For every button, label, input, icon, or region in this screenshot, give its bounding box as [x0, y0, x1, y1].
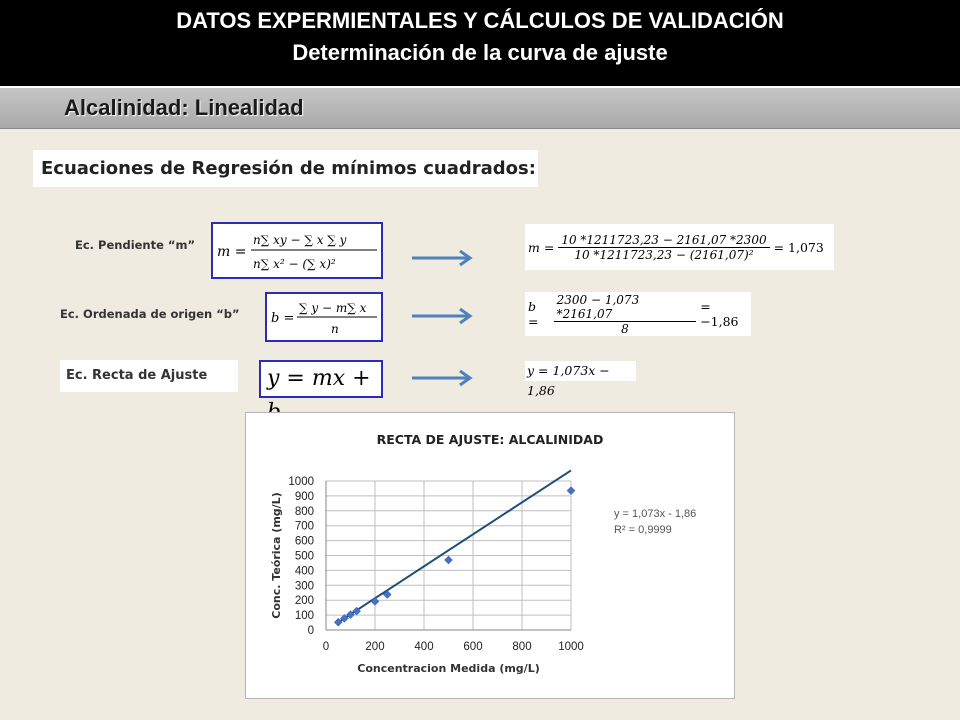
svg-text:n: n — [331, 322, 339, 336]
svg-text:n∑ x² − (∑ x)²: n∑ x² − (∑ x)² — [253, 257, 336, 271]
slope-formula-drawing — [213, 224, 381, 277]
chart-svg — [246, 413, 734, 698]
line-label-box — [60, 360, 238, 392]
slope-result-denominator: 10 *1211723,23 − (2161,07)² — [574, 247, 754, 262]
chart-title: RECTA DE AJUSTE: ALCALINIDAD — [376, 432, 604, 447]
y-tick-label: 600 — [294, 535, 314, 548]
intercept-formula — [265, 292, 383, 342]
slope-arrow-icon — [410, 248, 478, 268]
y-tick-label: 400 — [294, 565, 314, 578]
slope-result-numerator: 10 *1211723,23 − 2161,07 *2300 — [558, 233, 769, 248]
y-tick-label: 200 — [294, 595, 314, 608]
chart-area — [245, 412, 735, 699]
page-subtitle: Determinación de la curva de ajuste — [292, 40, 668, 65]
data-point — [567, 487, 575, 495]
regression-label: Ecuaciones de Regresión de mínimos cuadrados: — [33, 150, 538, 187]
trend-equation: y = 1,073x - 1,86 — [614, 508, 697, 520]
y-tick-label: 700 — [294, 520, 314, 533]
intercept-result-denominator: 8 — [621, 321, 629, 336]
x-tick-label: 600 — [463, 641, 483, 653]
slope-formula — [211, 222, 383, 279]
y-tick-label: 500 — [294, 550, 314, 563]
y-tick-label: 100 — [294, 610, 314, 623]
page-title: DATOS EXPERMIENTALES Y CÁLCULOS DE VALIDACIÓN — [176, 8, 784, 33]
header-bar — [0, 0, 960, 88]
intercept-result-value: = −1,86 — [700, 299, 739, 329]
svg-text:b =: b = — [271, 311, 295, 326]
line-label: Ec. Recta de Ajuste — [66, 368, 208, 383]
line-arrow-icon — [410, 368, 478, 388]
x-tick-label: 400 — [414, 641, 434, 653]
x-tick-label: 800 — [512, 641, 532, 653]
x-tick-label: 0 — [322, 641, 330, 653]
svg-text:n∑ xy − ∑ x ∑ y: n∑ xy − ∑ x ∑ y — [253, 233, 347, 247]
x-tick-label: 1000 — [558, 641, 584, 653]
section-title: Alcalinidad: Linealidad — [64, 95, 304, 120]
y-tick-label: 300 — [294, 580, 314, 593]
data-point — [445, 556, 453, 564]
trend-r2: R² = 0,9999 — [614, 524, 672, 536]
data-point — [371, 597, 379, 605]
x-tick-label: 200 — [365, 641, 385, 653]
slope-result-value: = 1,073 — [773, 239, 824, 255]
svg-text:∑ y − m∑ x: ∑ y − m∑ x — [299, 301, 367, 315]
y-tick-label: 0 — [307, 625, 314, 637]
y-axis-label: Conc. Teórica (mg/L) — [270, 492, 283, 619]
intercept-arrow-icon — [410, 306, 478, 326]
section-bar — [0, 88, 960, 129]
intercept-label: Ec. Ordenada de origen “b” — [60, 307, 240, 321]
intercept-formula-drawing — [267, 294, 381, 340]
x-axis-label: Concentracion Medida (mg/L) — [357, 662, 540, 675]
y-tick-label: 800 — [294, 505, 314, 518]
intercept-result: b = $\frac{2300 - 1,073 *2161,07}{8}$ = −1,86 — [525, 292, 751, 336]
intercept-result-numerator: 2300 − 1,073 *2161,07 — [554, 293, 697, 322]
slope-result: m = $\frac{10 *1211723,23 - 2161,07 *2300}{\text{10 *1211723,23 − (2161,07)²}}$ = 1,073 — [525, 224, 834, 270]
y-tick-label: 900 — [294, 490, 314, 503]
line-result: y = 1,073x − 1,86 — [525, 361, 636, 381]
line-formula: y = mx + — [259, 360, 383, 398]
svg-text:m =: m = — [217, 244, 247, 260]
slope-label: Ec. Pendiente “m” — [75, 238, 196, 252]
y-tick-label: 1000 — [288, 476, 314, 488]
